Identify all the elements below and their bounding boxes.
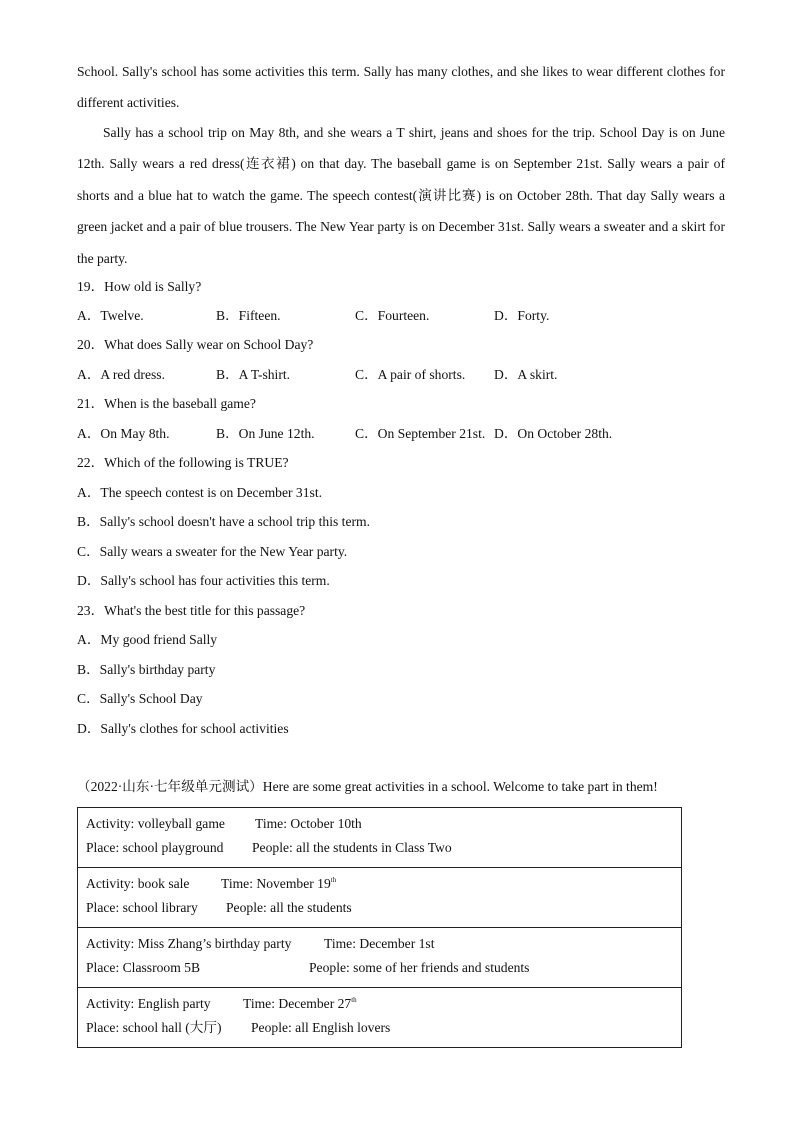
- activity-time: [221, 872, 336, 896]
- question-22-option-a: A．The speech contest is on December 31st.: [77, 485, 322, 500]
- question-21-stem: 21．When is the baseball game?: [77, 396, 256, 411]
- question-23-option-d: D．Sally's clothes for school activities: [77, 721, 289, 736]
- activity-place: Place: school playground: [86, 840, 224, 855]
- question-19-options: [77, 306, 717, 326]
- option-c: C．On September 21st.: [355, 426, 486, 441]
- option-a: A．On May 8th.: [77, 426, 170, 441]
- activity-people: People: all the students: [226, 900, 352, 915]
- activity-time-text: Time: October 10th: [255, 816, 362, 831]
- activity-time: [324, 932, 435, 956]
- activity-line: [86, 812, 673, 836]
- activity-place: Place: school hall (大厅): [86, 1020, 222, 1035]
- option-c: C．Fourteen.: [355, 308, 430, 323]
- activity-row: [78, 928, 682, 988]
- activity-name: Activity: English party: [86, 996, 211, 1011]
- activity-place: Place: Classroom 5B: [86, 960, 201, 975]
- question-23-option-c: C．Sally's School Day: [77, 691, 203, 706]
- passage-paragraph-1: School. Sally's school has some activities this term. Sally has many clothes, and she likes to wear different clothes for different activities.: [77, 64, 725, 111]
- activity-time: [255, 812, 362, 836]
- option-a: A．A red dress.: [77, 367, 165, 382]
- place-line: [86, 956, 673, 980]
- passage-paragraph-2: Sally has a school trip on May 8th, and she wears a T shirt, jeans and shoes for the trip. School Day is on June 12th. Sally wears a red dress(连衣裙) on that day. The baseball game is on September 21st. Sally wears a pair of shorts and a blue hat to watch the game. The speech contest(演讲比赛) is on October 28th. That day Sally wears a green jacket and a pair of blue trousers. The New Year party is on December 31st. Sally wears a sweater and a skirt for the party.: [77, 125, 725, 266]
- activity-people: People: all the students in Class Two: [252, 840, 452, 855]
- section-intro: （2022·山东·七年级单元测试）Here are some great activities in a school. Welcome to take part in them!: [77, 779, 658, 794]
- activity-people: People: some of her friends and students: [309, 960, 530, 975]
- option-d: D．On October 28th.: [494, 426, 613, 441]
- question-22-option-d: D．Sally's school has four activities this term.: [77, 573, 330, 588]
- question-20-options: [77, 365, 717, 385]
- activity-cell: [78, 808, 682, 868]
- activity-row: [78, 868, 682, 928]
- activity-time-suffix: th: [330, 876, 337, 884]
- option-a: A．Twelve.: [77, 308, 144, 323]
- option-b: B．Fifteen.: [216, 308, 281, 323]
- question-23-option-a: A．My good friend Sally: [77, 632, 218, 647]
- question-21-options: [77, 424, 717, 444]
- activities-table: [77, 807, 682, 1048]
- question-20-stem: 20．What does Sally wear on School Day?: [77, 337, 314, 352]
- question-19-stem: 19．How old is Sally?: [77, 279, 202, 294]
- activity-line: [86, 872, 673, 896]
- question-22-option-c: C．Sally wears a sweater for the New Year party.: [77, 544, 348, 559]
- question-23-option-b: B．Sally's birthday party: [77, 662, 216, 677]
- option-d: D．A skirt.: [494, 367, 558, 382]
- activity-time-suffix: th: [351, 996, 357, 1004]
- activity-line: [86, 992, 673, 1016]
- activity-name: Activity: book sale: [86, 876, 190, 891]
- activity-time-text: Time: November 19: [221, 876, 331, 891]
- place-line: [86, 1016, 673, 1040]
- activity-time-text: Time: December 27: [243, 996, 352, 1011]
- activity-cell: [78, 868, 682, 928]
- place-line: [86, 896, 673, 920]
- question-22-option-b: B．Sally's school doesn't have a school trip this term.: [77, 514, 370, 529]
- activity-time-text: Time: December 1st: [324, 936, 435, 951]
- option-b: B．On June 12th.: [216, 426, 315, 441]
- option-d: D．Forty.: [494, 308, 550, 323]
- activity-place: Place: school library: [86, 900, 198, 915]
- activity-name: Activity: Miss Zhang’s birthday party: [86, 936, 292, 951]
- option-b: B．A T-shirt.: [216, 367, 291, 382]
- activity-row: [78, 808, 682, 868]
- question-22-stem: 22．Which of the following is TRUE?: [77, 455, 289, 470]
- activity-line: [86, 932, 673, 956]
- option-c: C．A pair of shorts.: [355, 367, 466, 382]
- activity-name: Activity: volleyball game: [86, 816, 225, 831]
- activity-cell: [78, 928, 682, 988]
- activity-row: [78, 988, 682, 1048]
- activity-cell: [78, 988, 682, 1048]
- place-line: [86, 836, 673, 860]
- activity-people: People: all English lovers: [251, 1020, 391, 1035]
- question-23-stem: 23．What's the best title for this passage?: [77, 603, 306, 618]
- activity-time: [243, 992, 357, 1016]
